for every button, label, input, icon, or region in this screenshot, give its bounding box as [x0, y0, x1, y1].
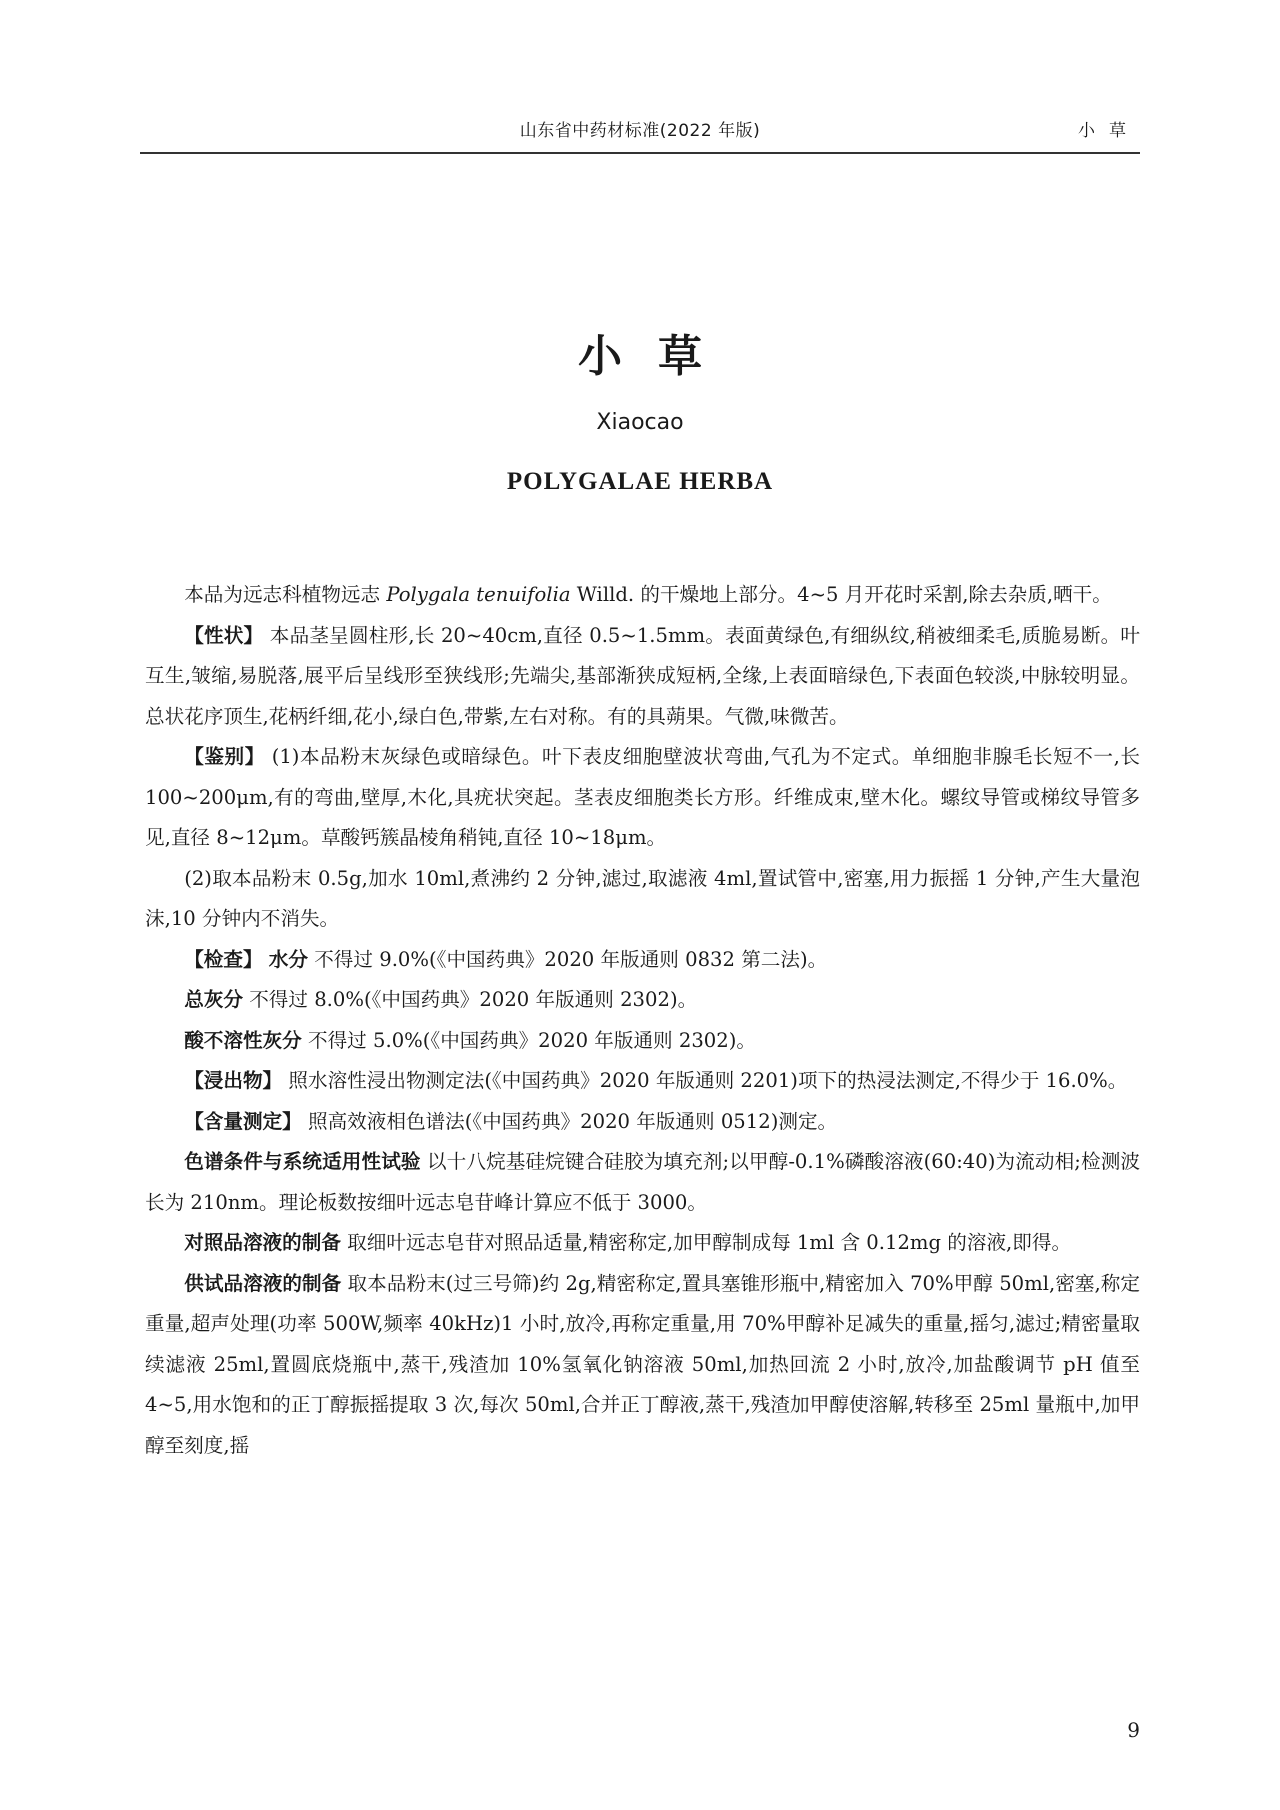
- section-text-jianbie-1: (1)本品粉末灰绿色或暗绿色。叶下表皮细胞壁波状弯曲,气孔为不定式。单细胞非腺毛长短不一,长 100~200μm,有的弯曲,壁厚,木化,具疣状突起。茎表皮细胞类长方形。纤维成束,壁木化。螺纹导管或梯纹导管多见,直径 8~12μm。草酸钙簇晶棱角稍钝,直径 10~18μm。: [145, 745, 1141, 849]
- section-text-jinchuwu: 照水溶性浸出物测定法(《中国药典》2020 年版通则 2201)项下的热浸法测定,不得少于 16.0%。: [288, 1069, 1128, 1092]
- section-text-xingzhuang: 本品茎呈圆柱形,长 20~40cm,直径 0.5~1.5mm。表面黄绿色,有细纵纹,稍被细柔毛,质脆易断。叶互生,皱缩,易脱落,展平后呈线形至狭线形;先端尖,基部渐狭成短柄,全缘,上表面暗绿色,下表面色较淡,中脉较明显。总状花序顶生,花柄纤细,花小,绿白色,带紫,左右对称。有的具蒴果。气微,味微苦。: [145, 623, 1141, 728]
- section-text-jianbie-2: (2)取本品粉末 0.5g,加水 10ml,煮沸约 2 分钟,滤过,取滤液 4ml,置试管中,密塞,用力振摇 1 分钟,产生大量泡沫,10 分钟内不消失。: [145, 866, 1140, 930]
- subsection-ash: [145, 980, 1140, 1021]
- subsection-text-ash: 不得过 8.0%(《中国药典》2020 年版通则 2302)。: [249, 988, 698, 1011]
- monograph-title-latin: POLYGALAE HERBA: [506, 468, 774, 495]
- subsection-label-test-solution: 供试品溶液的制备: [184, 1271, 342, 1295]
- subsection-text-chromatography: 以十八烷基硅烷键合硅胶为填充剂;以甲醇-0.1%磷酸溶液(60:40)为流动相;检测波长为 210nm。理论板数按细叶远志皂苷峰计算应不低于 3000。: [145, 1150, 1141, 1214]
- section-label-jinchuwu: 【浸出物】: [184, 1069, 283, 1092]
- book-title: 山东省中药材标准(2022 年版): [519, 121, 761, 141]
- section-title: 小草: [1078, 121, 1140, 141]
- subsection-text-test-solution: 取本品粉末(过三号筛)约 2g,精密称定,置具塞锥形瓶中,精密加入 70%甲醇 50ml,密塞,称定重量,超声处理(功率 500W,频率 40kHz)1 小时,放冷,再称定重量,用 70%甲醇补足减失的重量,摇匀,滤过;精密量取续滤液 25ml,置圆底烧瓶中,蒸干,残渣加 10%氢氧化钠溶液 50ml,加热回流 2 小时,放冷,加盐酸调节 pH 值至 4~5,用水饱和的正丁醇振摇提取 3 次,每次 50ml,合并正丁醇液,蒸干,残渣加甲醇使溶解,转移至 25ml 量瓶中,加甲醇至刻度,摇: [145, 1271, 1141, 1457]
- species-name: Polygala tenuifolia: [386, 583, 571, 606]
- subsection-label-chromatography: 色谱条件与系统适用性试验: [184, 1150, 421, 1173]
- monograph-title-chinese: 小草: [578, 331, 738, 382]
- subsection-label-ash: 总灰分: [184, 988, 243, 1011]
- subsection-text-reference-solution: 取细叶远志皂苷对照品适量,精密称定,加甲醇制成每 1ml 含 0.12mg 的溶液,即得。: [347, 1231, 1072, 1254]
- monograph-body: [145, 575, 1140, 1466]
- section-label-jiancha: 【检查】: [184, 947, 263, 971]
- running-header: [140, 112, 1140, 154]
- page-number: 9: [1127, 1718, 1140, 1742]
- section-jiancha: [145, 940, 1140, 981]
- section-jinchuwu: [145, 1061, 1140, 1102]
- section-hanliang: [145, 1102, 1140, 1143]
- subsection-label-water: 水分: [268, 947, 308, 971]
- subsection-label-acid-ash: 酸不溶性灰分: [184, 1028, 302, 1052]
- subsection-test-solution: [145, 1264, 1140, 1467]
- section-xingzhuang: [145, 616, 1140, 738]
- section-label-hanliang: 【含量测定】: [184, 1109, 302, 1133]
- section-text-hanliang: 照高效液相色谱法(《中国药典》2020 年版通则 0512)测定。: [307, 1109, 838, 1133]
- subsection-chromatography: [145, 1142, 1140, 1223]
- section-jianbie: [145, 737, 1140, 859]
- monograph-title-pinyin: Xiaocao: [596, 410, 684, 435]
- subsection-text-acid-ash: 不得过 5.0%(《中国药典》2020 年版通则 2302)。: [307, 1028, 756, 1052]
- subsection-text-water: 不得过 9.0%(《中国药典》2020 年版通则 0832 第二法)。: [314, 947, 828, 971]
- intro-paragraph: [145, 575, 1140, 616]
- section-label-jianbie: 【鉴别】: [184, 745, 265, 768]
- subsection-label-reference-solution: 对照品溶液的制备: [184, 1231, 341, 1254]
- subsection-reference-solution: [145, 1223, 1140, 1264]
- intro-text-tail: Willd. 的干燥地上部分。4~5 月开花时采割,除去杂质,晒干。: [570, 583, 1112, 606]
- subsection-acid-ash: [145, 1021, 1140, 1062]
- section-label-xingzhuang: 【性状】: [184, 623, 264, 647]
- section-jianbie-2: [145, 859, 1140, 940]
- intro-text: 本品为远志科植物远志: [184, 583, 387, 606]
